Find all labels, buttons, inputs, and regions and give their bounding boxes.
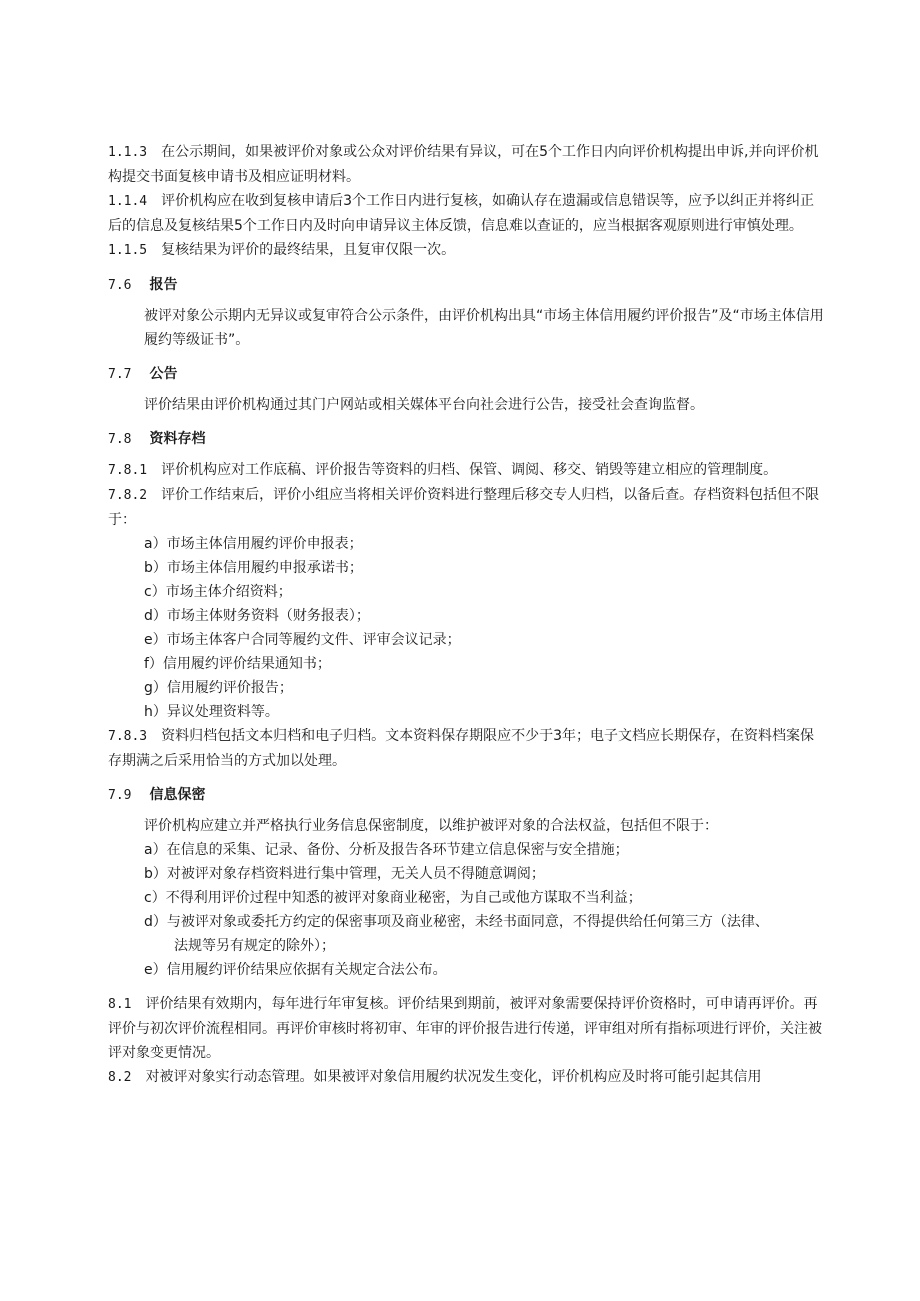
clause-text: 评价机构应对工作底稿、评价报告等资料的归档、保管、调阅、移交、销毁等建立相应的管理制度。 (161, 462, 778, 478)
list-item: h）异议处理资料等。 (144, 704, 279, 720)
section-title: 公告 (149, 366, 178, 382)
section-number: 7.9 (108, 788, 132, 803)
section-body-7-6: 被评对象公示期内无异议或复审符合公示条件，由评价机构出具“市场主体信用履约评价报告”及“市场主体信用履约等级证书”。 (144, 308, 824, 348)
clause-8-1 (108, 992, 824, 1065)
list-item: g）信用履约评价报告； (144, 680, 293, 696)
section-heading-7-6 (108, 273, 824, 298)
list-item-continuation: 法规等另有规定的除外）； (174, 938, 335, 954)
clause-text: 评价结果有效期内，每年进行年审复核。评价结果到期前，被评对象需要保持评价资格时，可申请再评价。再评价与初次评价流程相同。再评价审核时将初审、年审的评价报告进行传递，评审组对所有指标项进行评价，关注被评对象变更情况。 (108, 996, 822, 1061)
list-item: a）在信息的采集、记录、备份、分析及报告各环节建立信息保密与安全措施； (144, 842, 629, 858)
list-item: d）市场主体财务资料（财务报表）； (144, 608, 370, 624)
clause-number: 7.8.2 (108, 488, 148, 503)
clause-text: 评价机构应在收到复核申请后3个工作日内进行复核，如确认存在遗漏或信息错误等，应予以纠正并将纠正后的信息及复核结果5个工作日内及时向申请异议主体反馈，信息难以查证的，应当根据客观原则进行审慎处理。 (108, 193, 815, 234)
clause-number: 1.1.5 (108, 243, 148, 258)
clause-number: 1.1.3 (108, 145, 148, 160)
list-item: e）市场主体客户合同等履约文件、评审会议记录； (144, 632, 461, 648)
list-item: f）信用履约评价结果通知书； (144, 656, 331, 672)
clause-8-2 (108, 1065, 824, 1090)
list-item: c）不得利用评价过程中知悉的被评对象商业秘密，为自己或他方谋取不当利益； (144, 890, 642, 906)
clause-number: 7.8.3 (108, 729, 148, 744)
list-item-line: d）与被评对象或委托方约定的保密事项及商业秘密，未经书面同意，不得提供给任何第三方（法律、 (144, 914, 769, 930)
clause-text: 资料归档包括文本归档和电子归档。文本资料保存期限应不少于3年；电子文档应长期保存，在资料档案保存期满之后采用恰当的方式加以处理。 (108, 728, 815, 769)
clause-text: 复核结果为评价的最终结果，且复审仅限一次。 (161, 242, 456, 258)
clause-1-1-3 (108, 140, 824, 189)
clause-number: 7.8.1 (108, 463, 148, 478)
clause-number: 8.2 (108, 1070, 132, 1085)
section-title: 信息保密 (149, 787, 206, 803)
clause-number: 8.1 (108, 997, 132, 1012)
list-item: b）对被评对象存档资料进行集中管理，无关人员不得随意调阅； (144, 866, 545, 882)
clause-1-1-4 (108, 189, 824, 238)
list-item (108, 910, 824, 958)
section-number: 7.8 (108, 432, 132, 447)
clause-7-8-3 (108, 724, 824, 773)
section-heading-7-8 (108, 427, 824, 452)
section-title: 报告 (149, 277, 178, 293)
confidentiality-list (108, 838, 824, 982)
clause-7-8-2 (108, 483, 824, 532)
document-body (108, 140, 824, 1090)
section-heading-7-9 (108, 783, 824, 808)
section-number: 7.6 (108, 278, 132, 293)
archive-list (108, 532, 824, 724)
clause-text: 对被评对象实行动态管理。如果被评对象信用履约状况发生变化，评价机构应及时将可能引起其信用 (145, 1069, 762, 1085)
list-item: c）市场主体介绍资料； (144, 584, 292, 600)
clause-number: 1.1.4 (108, 194, 148, 209)
section-body-7-7: 评价结果由评价机构通过其门户网站或相关媒体平台向社会进行公告，接受社会查询监督。 (144, 397, 704, 413)
list-item: b）市场主体信用履约申报承诺书； (144, 560, 363, 576)
list-item: e）信用履约评价结果应依据有关规定合法公布。 (144, 962, 447, 978)
section-body-7-9: 评价机构应建立并严格执行业务信息保密制度，以维护被评对象的合法权益，包括但不限于： (144, 818, 718, 834)
list-item: a）市场主体信用履约评价申报表； (144, 536, 363, 552)
clause-1-1-5 (108, 238, 824, 263)
section-number: 7.7 (108, 367, 132, 382)
section-heading-7-7 (108, 362, 824, 387)
clause-7-8-1 (108, 458, 824, 483)
clause-text: 评价工作结束后，评价小组应当将相关评价资料进行整理后移交专人归档，以备后查。存档资料包括但不限于： (108, 487, 820, 528)
clause-text: 在公示期间，如果被评价对象或公众对评价结果有异议，可在5个工作日内向评价机构提出申诉,并向评价机构提交书面复核申请书及相应证明材料。 (108, 144, 819, 185)
section-title: 资料存档 (149, 431, 206, 447)
